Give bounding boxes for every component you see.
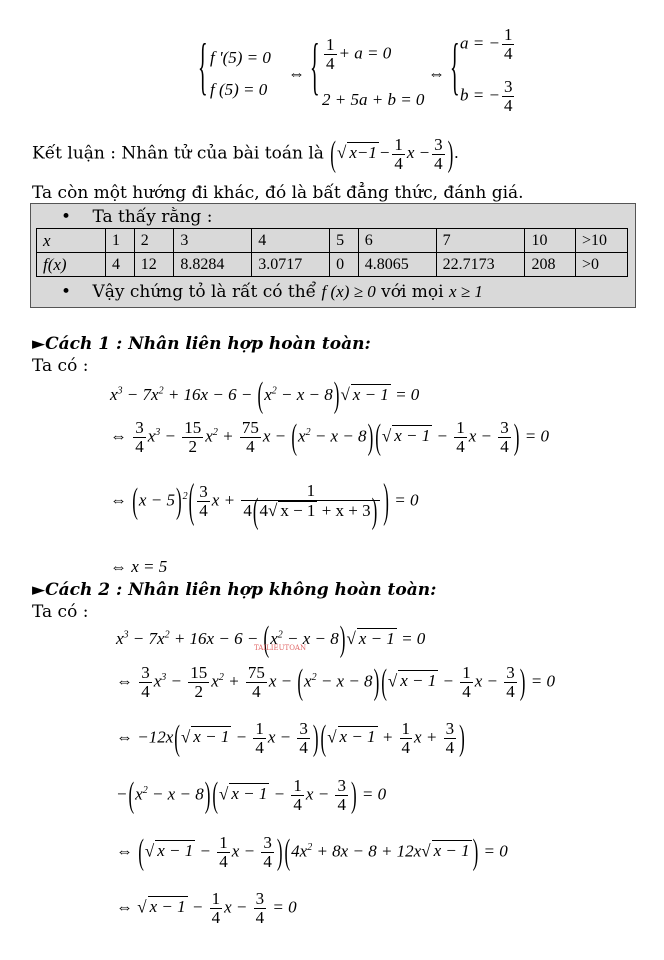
conclusion-line — [32, 133, 459, 174]
cell: 2 — [134, 229, 174, 253]
evaluation-box — [30, 203, 636, 308]
cach1-eq3: ⇔ $(x - 5)^2$( $\frac{3}{4}$ x + $\frac{1}{4(4√ x - 1 + x + 3)}$ ) = 0 — [110, 473, 419, 531]
sys-mid-2: 2 + 5a + b = 0 — [322, 90, 425, 109]
cell: 12 — [134, 253, 174, 277]
sys-left-1: f '(5) = 0 — [210, 48, 271, 67]
cach2-title: ►Cách 2 : Nhân liên hợp không hoàn toàn: — [32, 580, 437, 600]
equiv-2: ⇔ — [428, 64, 445, 83]
brace-right: { — [450, 32, 460, 104]
cell: >10 — [575, 229, 627, 253]
sys-right-1: a = − $\frac{1}{4}$ — [460, 25, 513, 63]
cach2-eq4: $-(x^2 - x - 8)$ (√ x − 1 − $\frac{1}{4}$ x − $\frac{3}{4}$ ) = 0 — [116, 774, 387, 815]
brace-mid: { — [310, 32, 320, 104]
sys-right-2: b = − $\frac{3}{4}$ — [460, 77, 513, 115]
cach1-eq4: ⇔ x = 5 — [110, 557, 168, 576]
brace-left: { — [198, 32, 208, 104]
bullet-dot: • — [61, 207, 72, 227]
cell: 6 — [358, 229, 436, 253]
cell: 208 — [525, 253, 576, 277]
cell: f(x) — [37, 253, 106, 277]
cell: 8.8284 — [174, 253, 252, 277]
cach1-title: ►Cách 1 : Nhân liên hợp hoàn toàn: — [32, 334, 371, 354]
cell: >0 — [575, 253, 627, 277]
bullet-1: • Ta thấy rằng : — [61, 207, 213, 227]
cach2-eq6: ⇔ √ x − 1 − $\frac{1}{4}$ x − $\frac{3}{4}$ = 0 — [116, 889, 297, 927]
cell: 0 — [330, 253, 359, 277]
conclusion-label: Kết luận : Nhân tử của bài toán là — [32, 143, 324, 164]
equiv-1: ⇔ — [288, 64, 305, 83]
table-row-fx — [37, 253, 628, 277]
watermark: TAILIEUTOAN — [254, 644, 307, 652]
table-row-x — [37, 229, 628, 253]
cell: 22.7173 — [436, 253, 525, 277]
cell: 10 — [525, 229, 576, 253]
cach1-eq1: $x^3 - 7x^2 + 16x - 6 - (x^2 - x - 8)√$ x − 1 = 0 — [110, 375, 420, 415]
value-table — [36, 228, 628, 277]
cach1-ta-co: Ta có : — [32, 356, 89, 376]
cell: 4 — [252, 229, 330, 253]
cach2-ta-co: Ta có : — [32, 602, 89, 622]
cell: 1 — [106, 229, 135, 253]
alt-approach-text: Ta còn một hướng đi khác, đó là bất đẳng thức, đánh giá. — [32, 183, 524, 203]
bullet-2: • Vậy chứng tỏ là rất có thể f (x) ≥ 0 với mọi x ≥ 1 — [61, 282, 483, 302]
system-block — [196, 25, 526, 125]
cell: 4.8065 — [358, 253, 436, 277]
sys-mid-1: $\frac{1}{4}$ + a = 0 — [326, 35, 392, 73]
cach1-eq2: ⇔ $\frac{3}{4}$ $x^3$ − $\frac{15}{2}$ $x^2$ + $\frac{75}{4}$ $x - (x^2 - x - 8)$ (√ x − 1 − $\frac{1}{4}$ x − $\frac{3}{4}$ ) = 0 — [110, 416, 549, 457]
cach2-eq2: ⇔ $\frac{3}{4}$ $x^3$ − $\frac{15}{2}$ $x^2$ + $\frac{75}{4}$ $x - (x^2 - x - 8)$ (√ x − 1 − $\frac{1}{4}$ x − $\frac{3}{4}$ ) = 0 — [116, 661, 555, 702]
cell: 4 — [106, 253, 135, 277]
cell: 7 — [436, 229, 525, 253]
cell: x — [37, 229, 106, 253]
cach2-eq1: $x^3 - 7x^2 + 16x - 6 - (x^2 - x - 8)√$ x − 1 = 0 — [116, 619, 426, 659]
bullet-dot: • — [61, 282, 72, 302]
sys-left-2: f (5) = 0 — [210, 80, 268, 99]
cell: 5 — [330, 229, 359, 253]
cach2-eq3: ⇔ −12x(√ x − 1 − $\frac{1}{4}$ x − $\frac{3}{4}$ ) (√ x − 1 + $\frac{1}{4}$ x + $\frac{3}{4}$ ) — [116, 717, 465, 758]
cell: 3.0717 — [252, 253, 330, 277]
cach2-eq5: ⇔ (√ x − 1 − $\frac{1}{4}$ x − $\frac{3}{4}$ ) ($4x^2 + 8x - 8 + 12x√$ x − 1 ) = 0 — [116, 831, 508, 872]
conclusion-factor: (√ x−1 − $\frac{1}{4}$ x − $\frac{3}{4}$ ). — [330, 133, 459, 174]
cell: 3 — [174, 229, 252, 253]
